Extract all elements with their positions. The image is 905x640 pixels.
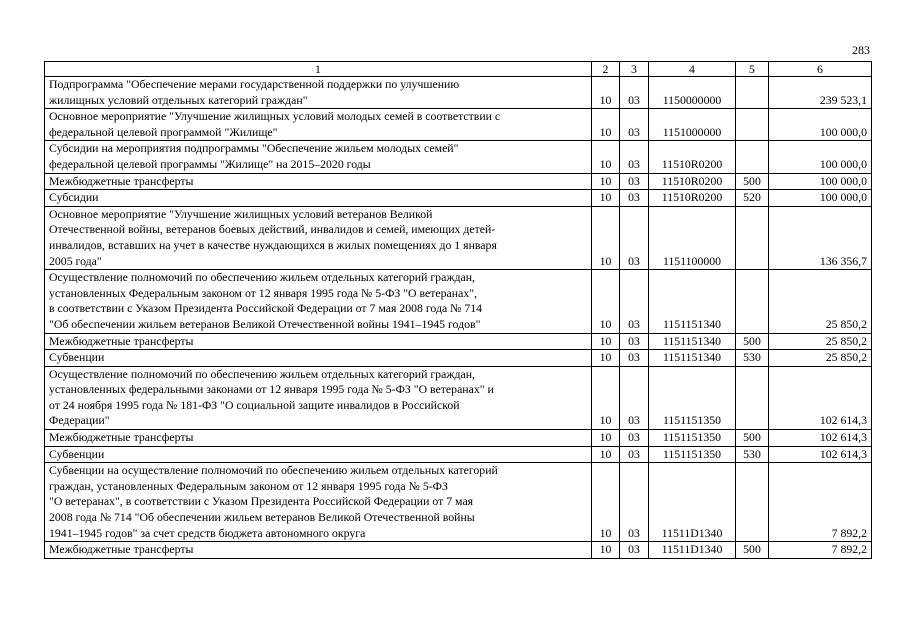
row-sum-cell: 7 892,2 — [769, 542, 872, 559]
row-section-cell: 10 — [592, 333, 620, 350]
row-name-cell: Основное мероприятие "Улучшение жилищных условий ветеранов Великой Отечественной войны, ветеранов боевых действий, инвалидов и семей, имеющих детей- инвалидов, вставших на учет в качестве нуждающихся в жилых помещениях до 1 января 2005 года" — [45, 206, 592, 269]
row-name-cell: Межбюджетные трансферты — [45, 430, 592, 447]
row-name-cell: Межбюджетные трансферты — [45, 333, 592, 350]
row-name-cell: Субвенции на осуществление полномочий по обеспечению жильем отдельных категорий граждан, установленных Федеральным законом от 12 января 1995 года № 5-ФЗ "О ветеранах", в соответствии с Указом Президента Российской Федерации от 7 мая 2008 года № 714 "Об обеспечении жильем ветеранов Великой Отечественной войны 1941–1945 годов" за счет средств бюджета автономного округа — [45, 463, 592, 542]
row-target-code-cell: 11511D1340 — [649, 542, 736, 559]
table-row — [45, 206, 872, 269]
row-subsection-cell: 03 — [620, 141, 649, 173]
row-name-cell: Субвенции — [45, 350, 592, 367]
row-target-code-cell: 1151151350 — [649, 366, 736, 429]
row-name-cell: Осуществление полномочий по обеспечению жильем отдельных категорий граждан, установленных Федеральным законом от 12 января 1995 года № 5-ФЗ "О ветеранах", в соответствии с Указом Президента Российской Федерации от 7 мая 2008 года № 714 "Об обеспечении жильем ветеранов Великой Отечественной войны 1941–1945 годов" — [45, 270, 592, 333]
row-target-code-cell: 1151000000 — [649, 109, 736, 141]
row-target-code-cell: 1151151340 — [649, 333, 736, 350]
row-subsection-cell: 03 — [620, 333, 649, 350]
row-subsection-cell: 03 — [620, 350, 649, 367]
row-section-cell: 10 — [592, 141, 620, 173]
row-name-cell: Субсидии на мероприятия подпрограммы "Обеспечение жильем молодых семей" федеральной целевой программы "Жилище" на 2015–2020 годы — [45, 141, 592, 173]
row-sum-cell: 136 356,7 — [769, 206, 872, 269]
row-section-cell: 10 — [592, 430, 620, 447]
row-section-cell: 10 — [592, 109, 620, 141]
table-row — [45, 141, 872, 173]
row-section-cell: 10 — [592, 463, 620, 542]
table-row — [45, 430, 872, 447]
column-header-subsection: 3 — [620, 62, 649, 77]
table-row — [45, 366, 872, 429]
row-expense-type-cell — [736, 77, 769, 109]
row-expense-type-cell: 520 — [736, 190, 769, 207]
row-section-cell: 10 — [592, 366, 620, 429]
page-number: 283 — [852, 43, 870, 57]
table-row — [45, 333, 872, 350]
row-target-code-cell: 11511D1340 — [649, 463, 736, 542]
row-expense-type-cell: 500 — [736, 542, 769, 559]
column-header-name: 1 — [45, 62, 592, 77]
row-expense-type-cell — [736, 109, 769, 141]
row-subsection-cell: 03 — [620, 270, 649, 333]
row-expense-type-cell — [736, 463, 769, 542]
row-subsection-cell: 03 — [620, 430, 649, 447]
row-target-code-cell: 1151151340 — [649, 270, 736, 333]
row-expense-type-cell: 530 — [736, 446, 769, 463]
row-subsection-cell: 03 — [620, 446, 649, 463]
table-row — [45, 350, 872, 367]
row-expense-type-cell: 500 — [736, 430, 769, 447]
row-sum-cell: 100 000,0 — [769, 141, 872, 173]
row-section-cell: 10 — [592, 350, 620, 367]
row-sum-cell: 25 850,2 — [769, 333, 872, 350]
row-section-cell: 10 — [592, 270, 620, 333]
row-name-cell: Субвенции — [45, 446, 592, 463]
row-section-cell: 10 — [592, 206, 620, 269]
row-name-cell: Основное мероприятие "Улучшение жилищных условий молодых семей в соответствии с федеральной целевой программой "Жилище" — [45, 109, 592, 141]
row-name-cell: Межбюджетные трансферты — [45, 173, 592, 190]
row-target-code-cell: 1151151350 — [649, 430, 736, 447]
row-target-code-cell: 1151151350 — [649, 446, 736, 463]
column-header-section: 2 — [592, 62, 620, 77]
row-sum-cell: 239 523,1 — [769, 77, 872, 109]
row-subsection-cell: 03 — [620, 109, 649, 141]
row-sum-cell: 102 614,3 — [769, 430, 872, 447]
row-name-cell: Субсидии — [45, 190, 592, 207]
table-row — [45, 77, 872, 109]
row-section-cell: 10 — [592, 173, 620, 190]
table-row — [45, 270, 872, 333]
column-header-sum: 6 — [769, 62, 872, 77]
row-sum-cell: 100 000,0 — [769, 109, 872, 141]
row-sum-cell: 7 892,2 — [769, 463, 872, 542]
row-target-code-cell: 1151100000 — [649, 206, 736, 269]
row-subsection-cell: 03 — [620, 173, 649, 190]
row-sum-cell: 102 614,3 — [769, 366, 872, 429]
row-target-code-cell: 11510R0200 — [649, 190, 736, 207]
row-subsection-cell: 03 — [620, 542, 649, 559]
row-sum-cell: 102 614,3 — [769, 446, 872, 463]
row-name-cell: Межбюджетные трансферты — [45, 542, 592, 559]
row-expense-type-cell — [736, 366, 769, 429]
row-sum-cell: 25 850,2 — [769, 350, 872, 367]
budget-table — [44, 61, 872, 559]
row-subsection-cell: 03 — [620, 77, 649, 109]
table-row — [45, 542, 872, 559]
row-target-code-cell: 1150000000 — [649, 77, 736, 109]
table-row — [45, 446, 872, 463]
row-subsection-cell: 03 — [620, 190, 649, 207]
row-target-code-cell: 11510R0200 — [649, 141, 736, 173]
row-sum-cell: 25 850,2 — [769, 270, 872, 333]
row-subsection-cell: 03 — [620, 463, 649, 542]
row-name-cell: Осуществление полномочий по обеспечению жильем отдельных категорий граждан, установленных федеральными законами от 12 января 1995 года № 5-ФЗ "О ветеранах" и от 24 ноября 1995 года № 181-ФЗ "О социальной защите инвалидов в Российской Федерации" — [45, 366, 592, 429]
row-sum-cell: 100 000,0 — [769, 190, 872, 207]
table-header-row — [45, 62, 872, 77]
row-expense-type-cell: 530 — [736, 350, 769, 367]
row-section-cell: 10 — [592, 190, 620, 207]
row-expense-type-cell — [736, 270, 769, 333]
table-row — [45, 109, 872, 141]
row-subsection-cell: 03 — [620, 366, 649, 429]
row-section-cell: 10 — [592, 77, 620, 109]
table-row — [45, 190, 872, 207]
row-target-code-cell: 11510R0200 — [649, 173, 736, 190]
row-expense-type-cell: 500 — [736, 333, 769, 350]
row-sum-cell: 100 000,0 — [769, 173, 872, 190]
row-target-code-cell: 1151151340 — [649, 350, 736, 367]
row-section-cell: 10 — [592, 446, 620, 463]
row-expense-type-cell — [736, 206, 769, 269]
row-expense-type-cell: 500 — [736, 173, 769, 190]
column-header-expense-type: 5 — [736, 62, 769, 77]
row-section-cell: 10 — [592, 542, 620, 559]
column-header-target-code: 4 — [649, 62, 736, 77]
row-expense-type-cell — [736, 141, 769, 173]
row-subsection-cell: 03 — [620, 206, 649, 269]
table-row — [45, 173, 872, 190]
row-name-cell: Подпрограмма "Обеспечение мерами государственной поддержки по улучшению жилищных условий отдельных категорий граждан" — [45, 77, 592, 109]
table-row — [45, 463, 872, 542]
